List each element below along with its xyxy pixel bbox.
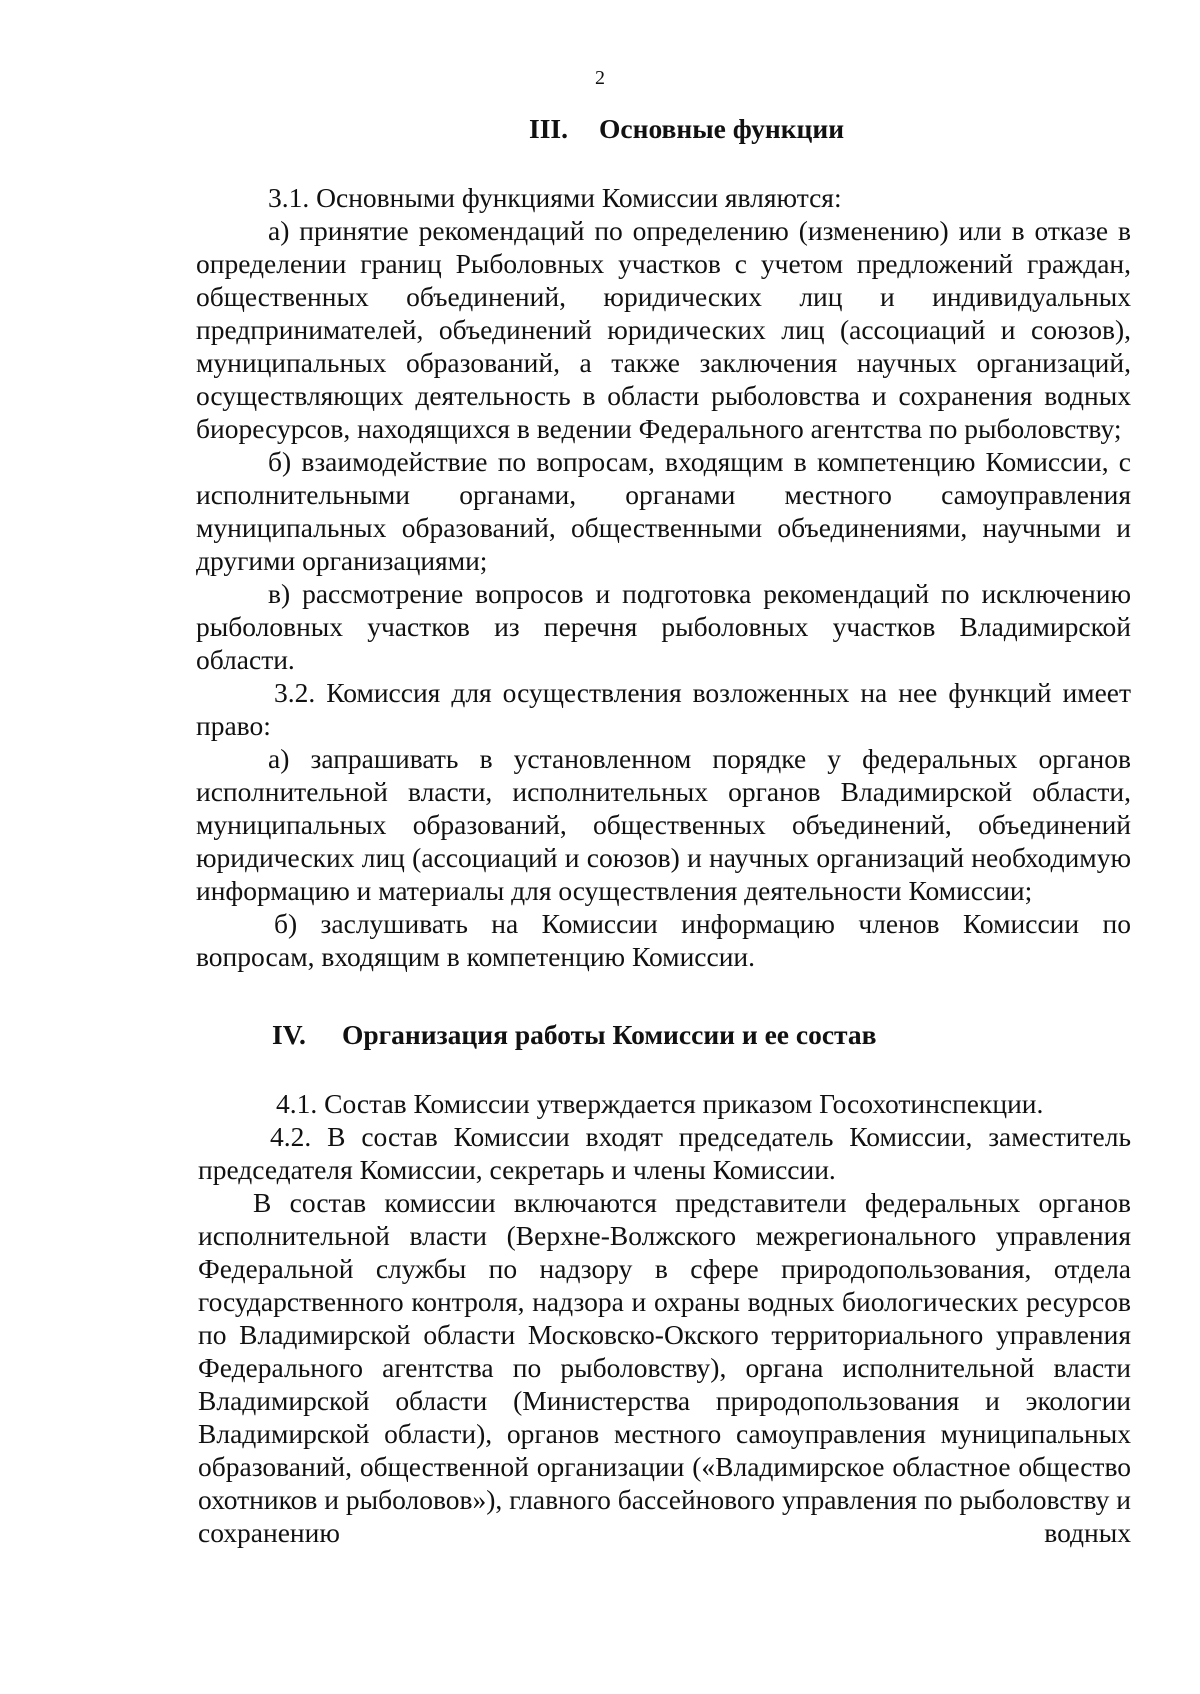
page-number: 2 [595,67,605,89]
paragraph-3-2-b: б) заслушивать на Комиссии информацию членов Комиссии по вопросам, входящим в компетенцию Комиссии. [196,908,1131,972]
section-4-body [198,1087,1131,1549]
paragraph-3-1: 3.1. Основными функциями Комиссии являются: [268,182,842,213]
section-4-number: IV. [272,1019,306,1050]
paragraph-4-1: 4.1. Состав Комиссии утверждается приказом Госохотинспекции. [276,1088,1044,1119]
paragraph-3-2: 3.2. Комиссия для осуществления возложенных на нее функций имеет право: [196,677,1131,741]
section-4-title: Организация работы Комиссии и ее состав [342,1019,877,1050]
section-3-title: Основные функции [599,113,845,144]
paragraph-3-1-v: в) рассмотрение вопросов и подготовка рекомендаций по исключению рыболовных участков из перечня рыболовных участков Владимирской области. [196,578,1131,675]
section-3-heading [196,112,1131,145]
paragraph-3-1-b: б) взаимодействие по вопросам, входящим в компетенцию Комиссии, с исполнительными органами, органами местного самоуправления муниципальных образований, общественными объединениями, научными и другими организациями; [196,446,1131,576]
paragraph-4-3: В состав комиссии включаются представители федеральных органов исполнительной власти (Верхне-Волжского межрегионального управления Федеральной службы по надзору в сфере природопользования, отдела государственного контроля, надзора и охраны водных биологических ресурсов по Владимирской области Московско-Окского территориального управления Федерального агентства по рыболовству), органа исполнительной власти Владимирской области (Министерства природопользования и экологии Владимирской области), органов местного самоуправления муниципальных образований, общественной организации («Владимирское областное общество охотников и рыболовов»), главного бассейнового управления по рыболовству и сохранению водных [198,1187,1131,1548]
paragraph-4-2: 4.2. В состав Комиссии входят председатель Комиссии, заместитель председателя Комиссии, секретарь и члены Комиссии. [198,1121,1131,1185]
paragraph-3-1-a: а) принятие рекомендаций по определению (изменению) или в отказе в определении границ Рыболовных участков с учетом предложений граждан, общественных объединений, юридических лиц и индивидуальных предпринимателей, объединений юридических лиц (ассоциаций и союзов), муниципальных образований, а также заключения научных организаций, осуществляющих деятельность в области рыболовства и сохранения водных биоресурсов, находящихся в ведении Федерального агентства по рыболовству; [196,215,1131,444]
document-body [196,106,1131,1549]
section-3-number: III. [529,113,568,144]
section-4-heading [196,1018,1131,1051]
paragraph-3-2-a: а) запрашивать в установленном порядке у федеральных органов исполнительной власти, исполнительных органов Владимирской области, муниципальных образований, общественных объединений, объединений юридических лиц (ассоциаций и союзов) и научных организаций необходимую информацию и материалы для осуществления деятельности Комиссии; [196,743,1131,906]
